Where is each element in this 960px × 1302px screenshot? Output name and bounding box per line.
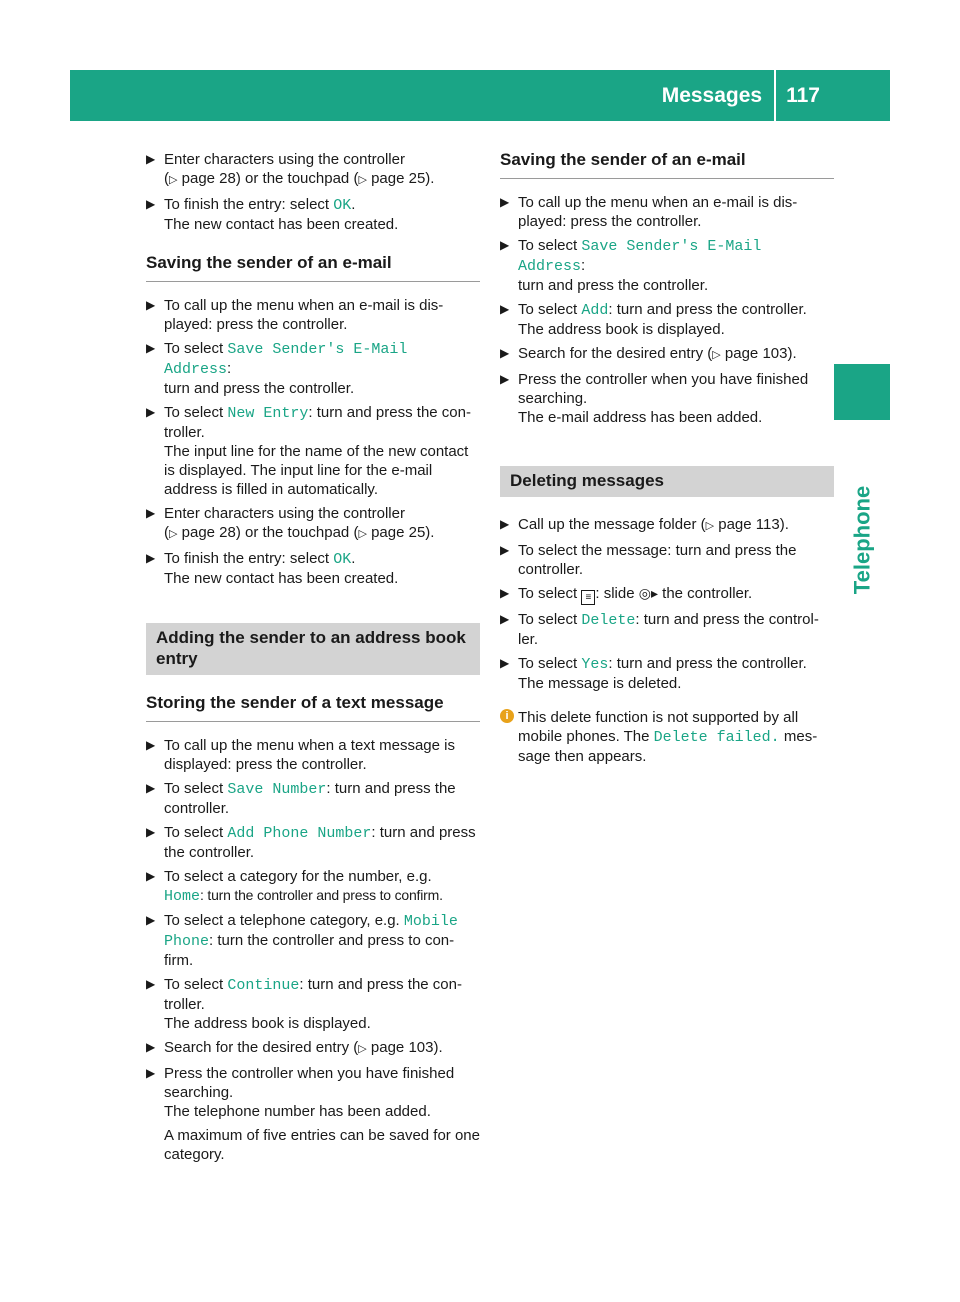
step-item: ▶ To select a category for the number, e.g. Home: turn the controller and press to confirm. [146,868,443,905]
controller-slide-icon: ◎▸ [638,585,658,601]
right-column [500,150,834,766]
gray-section-heading: Deleting messages [500,466,834,497]
step-item: ▶ To call up the menu when an e-mail is dis- played: press the controller. [500,194,798,230]
step-item: ▶ To finish the entry: select OK. The new contact has been created. [146,196,399,233]
arrow-right-icon: ▶ [500,302,510,316]
step-item: ▶ To select Yes: turn and press the controller. The message is deleted. [500,655,807,692]
arrow-right-icon: ▶ [500,372,510,386]
step-result: The message is deleted. [518,675,682,692]
arrow-right-icon: ▶ [146,913,156,927]
display-option: Add Phone Number [227,825,372,842]
arrow-right-icon: ▶ [146,152,156,166]
info-note: i This delete function is not supported by all mobile phones. The Delete failed. mes- sage then appears. [500,708,834,766]
arrow-right-icon: ▶ [500,346,510,360]
side-tab-label: Telephone [849,485,875,595]
step-item: ▶ To select a telephone category, e.g. Mobile Phone: turn the controller and press to con- firm. [146,912,458,969]
display-option: Yes [581,656,609,673]
step-item: ▶ To select Add: turn and press the controller. The address book is displayed. [500,301,807,338]
triangle-pointer-icon: ▷ [358,528,367,540]
arrow-right-icon: ▶ [146,977,156,991]
display-option: Save Sender's E-Mail Address [518,238,762,275]
step-item: ▶ Press the controller when you have finished searching. The e-mail address has been added. [500,371,809,426]
left-column [146,150,480,1169]
step-result: The new contact has been created. [164,570,399,587]
section-heading: Saving the sender of an e-mail [146,253,480,282]
display-option: OK [333,551,352,568]
step-item: ▶ Enter characters using the controller (▷ page 28) or the touchpad (▷ page 25). [146,505,435,541]
arrow-right-icon: ▶ [146,197,156,211]
step-result: The e-mail address has been added. [518,409,763,426]
step-item: ▶ To select New Entry: turn and press the con- troller. The input line for the name of the new contact is displayed. The input line for the e-mail address is filled in automatically. [146,404,471,498]
page-number: 117 [786,84,820,107]
side-tab-marker [834,364,890,420]
step-item: ▶ To select ≡ : slide ◎▸ the controller. [500,585,753,603]
display-option: Add [581,302,609,319]
step-result: The address book is displayed. [164,1015,371,1032]
arrow-right-icon: ▶ [146,825,156,839]
gray-section-heading: Adding the sender to an address book entry [146,623,480,675]
arrow-right-icon: ▶ [146,506,156,520]
arrow-right-icon: ▶ [500,586,510,600]
arrow-right-icon: ▶ [500,543,510,557]
step-item: ▶ To select Save Number: turn and press the controller. [146,780,456,817]
section-heading: Storing the sender of a text message [146,693,480,722]
display-option: Mobile Phone [164,913,458,950]
display-option: New Entry [227,405,309,422]
display-option: Continue [227,977,300,994]
info-icon: i [500,709,514,723]
step-item: ▶ To select Continue: turn and press the con- troller. The address book is displayed. [146,976,462,1032]
section-title: Messages [661,84,763,107]
arrow-right-icon: ▶ [146,341,156,355]
step-result: The input line for the name of the new contact is displayed. The input line for the e-mail address is filled in automatically. [164,443,469,498]
step-item: ▶ Press the controller when you have finished searching. The telephone number has been added. A maximum of five entries can be saved for one category. [146,1065,480,1163]
step-item: ▶ To finish the entry: select OK. The new contact has been created. [146,550,399,587]
step-item: ▶ To call up the menu when a text message is displayed: press the controller. [146,737,455,773]
triangle-pointer-icon: ▷ [358,174,367,186]
step-item: ▶ To select Save Sender's E-Mail Address: turn and press the controller. [146,340,408,397]
arrow-right-icon: ▶ [146,405,156,419]
triangle-pointer-icon: ▷ [705,520,715,532]
step-item: ▶ To select Save Sender's E-Mail Address: turn and press the controller. [500,237,762,294]
step-item: ▶ To call up the menu when an e-mail is dis- played: press the controller. [146,297,444,333]
arrow-right-icon: ▶ [146,1066,156,1080]
header-bar [70,70,890,121]
arrow-right-icon: ▶ [146,1040,156,1054]
header-divider [774,70,776,121]
step-item: ▶ To select Add Phone Number: turn and press the controller. [146,824,476,861]
step-item: ▶ Search for the desired entry (▷ page 103). [500,345,797,362]
arrow-right-icon: ▶ [146,781,156,795]
triangle-pointer-icon: ▷ [358,1043,367,1055]
message-menu-icon: ≡ [581,590,595,605]
step-item: ▶ Search for the desired entry (▷ page 103). [146,1039,443,1056]
header-title-group [662,70,820,121]
step-item: ▶ To select Delete: turn and press the control- ler. [500,611,819,648]
step-result: The telephone number has been added. [164,1103,431,1120]
arrow-right-icon: ▶ [500,612,510,626]
arrow-right-icon: ▶ [500,238,510,252]
arrow-right-icon: ▶ [500,195,510,209]
step-item: ▶ Call up the message folder (▷ page 113). [500,516,789,533]
triangle-pointer-icon: ▷ [712,349,721,361]
display-option: Delete failed. [653,729,780,746]
triangle-pointer-icon: ▷ [169,528,178,540]
step-item: ▶ To select the message: turn and press the controller. [500,542,797,578]
step-item: ▶ Enter characters using the controller (▷ page 28) or the touchpad (▷ page 25). [146,151,435,187]
arrow-right-icon: ▶ [146,551,156,565]
arrow-right-icon: ▶ [146,869,156,883]
section-heading: Saving the sender of an e-mail [500,150,834,179]
arrow-right-icon: ▶ [146,738,156,752]
triangle-pointer-icon: ▷ [169,174,178,186]
step-result: The new contact has been created. [164,216,399,233]
display-option: Home [164,888,201,905]
display-option: Save Sender's E-Mail Address [164,341,408,378]
display-option: OK [333,197,352,214]
arrow-right-icon: ▶ [146,298,156,312]
display-option: Delete [581,612,636,629]
arrow-right-icon: ▶ [500,517,510,531]
step-note: A maximum of five entries can be saved for one category. [164,1127,480,1163]
arrow-right-icon: ▶ [500,656,510,670]
display-option: Save Number [227,781,327,798]
step-result: The address book is displayed. [518,321,725,338]
